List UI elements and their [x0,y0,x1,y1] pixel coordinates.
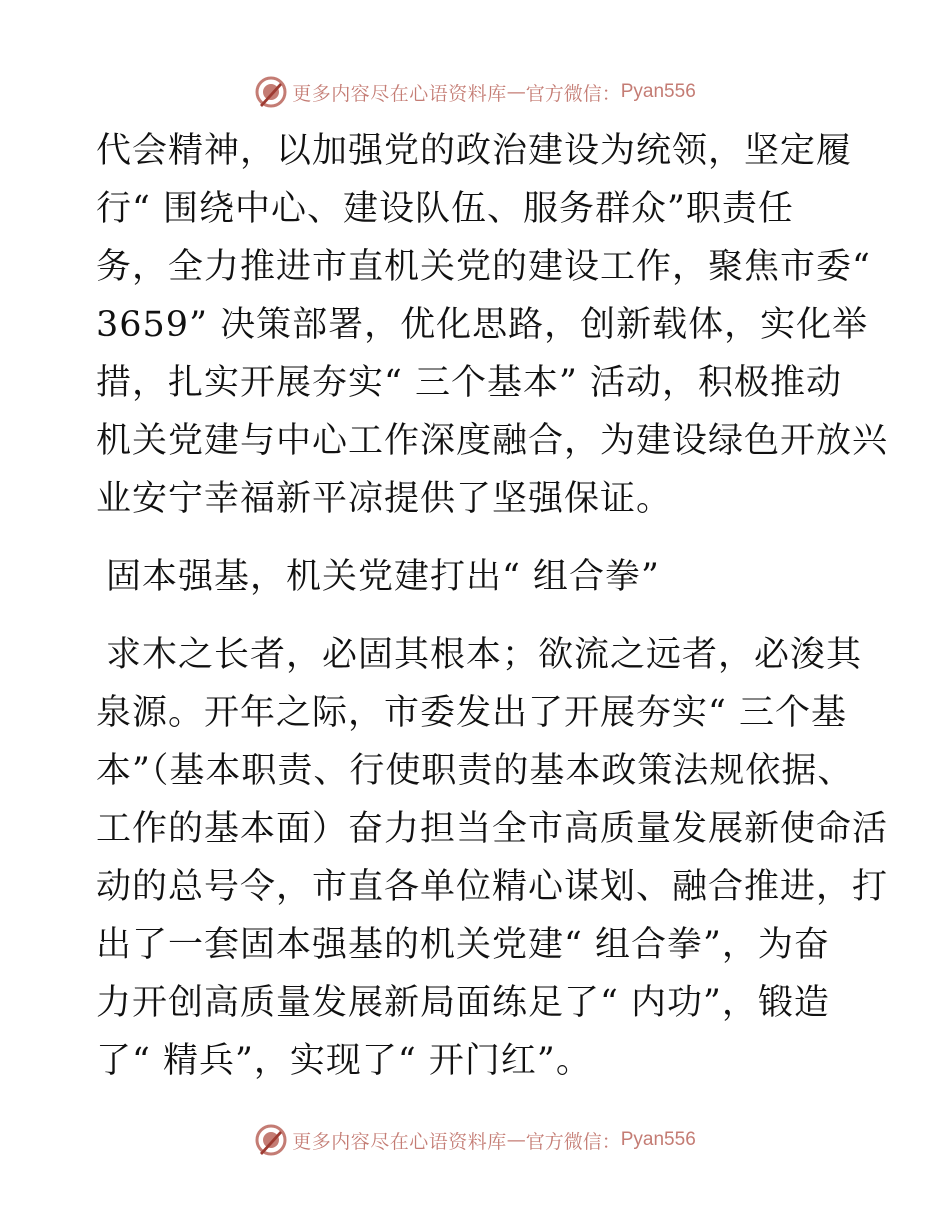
banner-text: 更多内容尽在心语资料库 [292,82,507,105]
text-line: 出了一套固本强基的机关党建“ 组合拳”，为奋 [96,925,830,965]
text-line: 工作的基本面）奋力担当全市高质量发展新使命活 [96,809,889,849]
banner-subtitle: 官方微信： [525,1130,621,1153]
text-line: 措，扎实开展夯实“ 三个基本” 活动，积极推动 [96,363,843,403]
text-line: 力开创高质量发展新局面练足了“ 内功”，锻造 [96,983,830,1023]
banner-separator: — [506,1129,526,1151]
quill-logo-icon [254,75,288,109]
text-line: 业安宁幸福新平凉提供了坚强保证。 [96,479,673,519]
text-line: 了“ 精兵”，实现了“ 开门红”。 [96,1041,592,1081]
text-line: 3659” 决策部署，优化思路，创新载体，实化举 [96,305,869,345]
quill-logo-icon [254,1123,288,1157]
text-line: 务，全力推进市直机关党的建设工作，聚焦市委“ [96,247,871,287]
banner-wechat-id: Pyan556 [620,1129,696,1150]
text-line: 行“ 围绕中心、建设队伍、服务群众”职责任 [96,189,794,229]
footer-watermark-banner [0,1120,950,1160]
banner-wechat-id: Pyan556 [620,81,696,102]
banner-separator: — [506,81,526,103]
banner-subtitle: 官方微信： [525,82,621,105]
header-watermark-banner [0,72,950,112]
text-line: 本”（基本职责、行使职责的基本政策法规依据、 [96,751,854,791]
document-body [96,122,889,1090]
text-line: 求木之长者，必固其根本；欲流之远者，必浚其 [106,635,863,675]
text-line: 机关党建与中心工作深度融合，为建设绿色开放兴 [96,421,889,461]
text-line: 动的总号令，市直各单位精心谋划、融合推进，打 [96,867,889,907]
text-line: 泉源。开年之际，市委发出了开展夯实“ 三个基 [96,693,848,733]
section-heading: 固本强基，机关党建打出“ 组合拳” [106,557,660,597]
text-line: 代会精神，以加强党的政治建设为统领，坚定履 [96,131,853,171]
banner-text: 更多内容尽在心语资料库 [292,1130,507,1153]
paragraph-2 [96,626,889,1090]
paragraph-1 [96,122,889,528]
